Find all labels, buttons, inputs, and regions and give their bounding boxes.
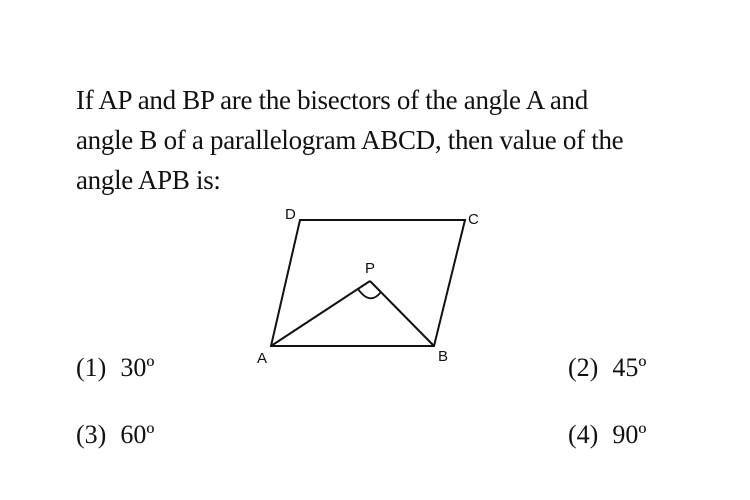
option-1-number: (1)	[76, 353, 107, 382]
question-line-3: angle APB is:	[76, 165, 221, 195]
option-4[interactable]	[568, 420, 646, 450]
vertex-label-a: A	[257, 350, 268, 367]
option-2[interactable]	[568, 353, 646, 383]
option-1-value: 30º	[120, 353, 155, 382]
vertex-label-b: B	[438, 348, 449, 365]
vertex-label-c: C	[468, 211, 479, 228]
question-line-2: angle B of a parallelogram ABCD, then value of the	[76, 125, 624, 155]
option-1[interactable]	[76, 353, 154, 383]
option-4-number: (4)	[568, 420, 599, 449]
option-3-number: (3)	[76, 420, 107, 449]
vertex-label-d: D	[285, 206, 296, 223]
angle-apb-arc	[358, 289, 381, 298]
option-3[interactable]	[76, 420, 154, 450]
bisector-bp	[370, 281, 434, 346]
option-3-value: 60º	[120, 420, 155, 449]
option-2-value: 45º	[612, 353, 647, 382]
option-4-value: 90º	[612, 420, 647, 449]
question-line-1: If AP and BP are the bisectors of the angle A and	[76, 85, 588, 115]
vertex-label-p: P	[365, 260, 376, 277]
bisector-ap	[271, 281, 370, 346]
option-2-number: (2)	[568, 353, 599, 382]
